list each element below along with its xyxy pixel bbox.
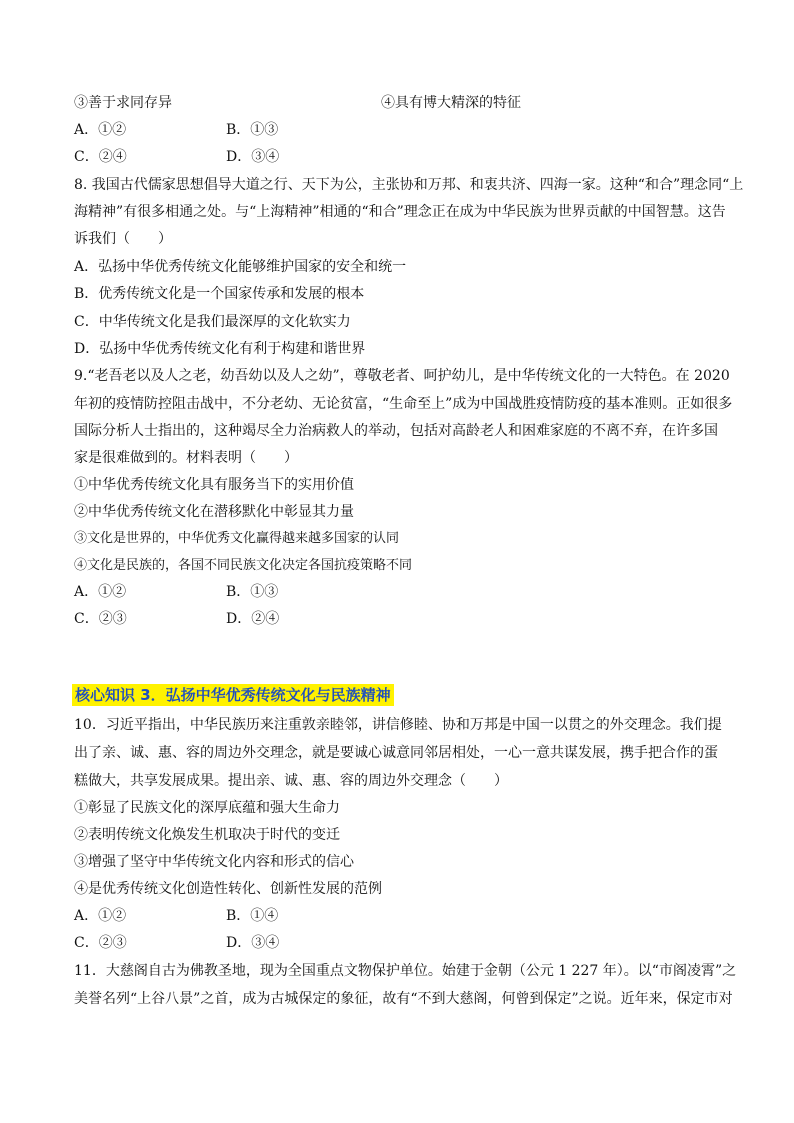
q8-stem-line-3: 诉我们（ ） — [74, 231, 172, 247]
q7-item-3: ③善于求同存异 — [74, 95, 172, 111]
q10-item-2: ②表明传统文化焕发生机取决于时代的变迁 — [74, 827, 340, 843]
q10-option-b: B．①④ — [226, 908, 279, 924]
q9-item-1: ①中华优秀传统文化具有服务当下的实用价值 — [74, 477, 354, 493]
q9-stem-line-3: 国际分析人士指出的，这种竭尽全力治病救人的举动，包括对高龄老人和困难家庭的不离不弃，在许多国 — [74, 423, 718, 439]
q8-option-a: A．弘扬中华优秀传统文化能够维护国家的安全和统一 — [74, 259, 407, 275]
q9-stem-line-4: 家是很难做到的。材料表明（ ） — [74, 450, 298, 466]
q7-option-c: C．②④ — [74, 149, 127, 165]
q10-item-1: ①彰显了民族文化的深厚底蕴和强大生命力 — [74, 800, 340, 816]
q7-option-a: A．①② — [74, 122, 127, 138]
q9-option-c: C．②③ — [74, 611, 127, 627]
q9-option-d: D．②④ — [226, 611, 280, 627]
q11-stem-line-2: 美誉名列“上谷八景”之首，成为古城保定的象征，故有“不到大慈阁，何曾到保定”之说。近年来，保定市对 — [74, 991, 733, 1007]
q9-stem-line-1: 9.“老吾老以及人之老，幼吾幼以及人之幼”，尊敬老者、呵护幼儿，是中华传统文化的一大特色。在 2020 — [74, 368, 730, 384]
q10-option-c: C．②③ — [74, 935, 127, 951]
q10-item-3: ③增强了坚守中华传统文化内容和形式的信心 — [74, 854, 354, 870]
q9-option-a: A．①② — [74, 584, 127, 600]
q9-item-2: ②中华优秀传统文化在潜移默化中彰显其力量 — [74, 504, 354, 520]
q10-stem-line-2: 出了亲、诚、惠、容的周边外交理念，就是要诚心诚意同邻居相处，一心一意共谋发展，携手把合作的蛋 — [74, 745, 718, 761]
q11-stem-line-1: 11．大慈阁自古为佛教圣地，现为全国重点文物保护单位。始建于金朝（公元 1 227 年）。以“市阁凌霄”之 — [74, 963, 737, 979]
q9-item-3: ③文化是世界的，中华优秀文化赢得越来越多国家的认同 — [74, 531, 400, 546]
q8-option-b: B．优秀传统文化是一个国家传承和发展的根本 — [74, 286, 365, 302]
q8-option-c: C．中华传统文化是我们最深厚的文化软实力 — [74, 314, 351, 330]
q10-option-a: A．①② — [74, 908, 127, 924]
q10-item-4: ④是优秀传统文化创造性转化、创新性发展的范例 — [74, 881, 382, 897]
q10-stem-line-1: 10．习近平指出，中华民族历来注重敦亲睦邻，讲信修睦、协和万邦是中国一以贯之的外交理念。我们提 — [74, 717, 722, 733]
q7-option-d: D．③④ — [226, 149, 280, 165]
q7-option-b: B．①③ — [226, 122, 279, 138]
q9-option-b: B．①③ — [226, 584, 279, 600]
q8-stem-line-1: 8. 我国古代儒家思想倡导大道之行、天下为公，主张协和万邦、和衷共济、四海一家。这种“和合”理念同“上 — [74, 177, 744, 193]
section-heading: 核心知识 3．弘扬中华优秀传统文化与民族精神 — [72, 684, 394, 706]
q10-stem-line-3: 糕做大，共享发展成果。提出亲、诚、惠、容的周边外交理念（ ） — [74, 773, 508, 789]
q7-item-4: ④具有博大精深的特征 — [381, 95, 521, 111]
q9-stem-line-2: 年初的疫情防控阻击战中，不分老幼、无论贫富，“生命至上”成为中国战胜疫情防疫的基本准则。正如很多 — [74, 396, 733, 412]
q10-option-d: D．③④ — [226, 935, 280, 951]
q8-option-d: D．弘扬中华优秀传统文化有利于构建和谐世界 — [74, 341, 366, 357]
q8-stem-line-2: 海精神”有很多相通之处。与“上海精神”相通的“和合”理念正在成为中华民族为世界贡献的中国智慧。这告 — [74, 204, 726, 220]
q9-item-4: ④文化是民族的，各国不同民族文化决定各国抗疫策略不同 — [74, 558, 413, 573]
